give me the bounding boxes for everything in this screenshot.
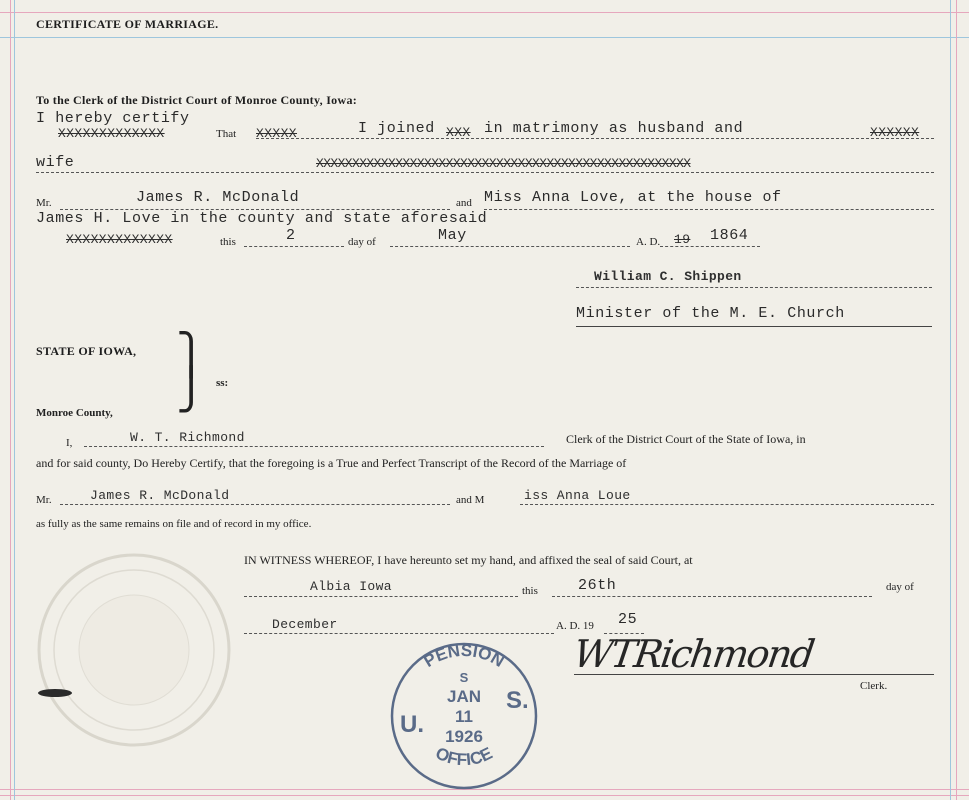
top-blue-rule <box>0 37 969 38</box>
joined-text: I joined <box>358 120 435 137</box>
witness-day-rule <box>552 596 872 597</box>
clerk-line-2: and for said county, Do Hereby Certify, that the foregoing is a True and Perfect Transcript of the Record of the Marriage of <box>36 456 627 470</box>
witness-place: Albia Iowa <box>310 579 393 594</box>
clerk-bride-rule <box>520 504 934 505</box>
clerk-name-rule <box>84 446 544 447</box>
witness-month: December <box>272 617 338 632</box>
county-label: Monroe County, <box>36 407 113 419</box>
witness-this-label: this <box>522 585 538 597</box>
right-blue-rule <box>950 0 951 800</box>
signature-rule <box>574 674 934 675</box>
this-label: this <box>220 236 236 248</box>
certificate-title: CERTIFICATE OF MARRIAGE. <box>36 17 219 31</box>
bride-rule <box>484 209 934 210</box>
struck-given: XXXXXXXXXXXXX <box>66 232 173 247</box>
line-2-rule <box>36 172 934 173</box>
struck-certify: XXXXXXXXXXXXX <box>58 126 165 141</box>
clerk-signature: WTRichmond <box>570 632 816 676</box>
witness-day: 26th <box>578 577 617 594</box>
struck-that: XXXXX <box>256 126 298 141</box>
witness-year-suffix: 25 <box>618 611 638 628</box>
postmark-s: S <box>459 670 469 685</box>
postmark-bottom-text: OFFICE <box>432 743 496 770</box>
ad-label: A. D. <box>636 236 661 248</box>
left-blue-rule <box>14 0 15 800</box>
clerk-line-1: Clerk of the District Court of the State of Iowa, in <box>566 432 806 446</box>
clerk-name: W. T. Richmond <box>130 430 245 445</box>
top-pink-rule <box>0 12 969 13</box>
bride-name: Miss Anna Love, at the house of <box>484 189 782 206</box>
struck-joined: XXX <box>446 125 471 140</box>
day-rule <box>244 246 344 247</box>
struck-year: 19 <box>674 232 691 247</box>
upper-brace: ⎫ <box>176 332 206 378</box>
marriage-year: 1864 <box>710 227 749 244</box>
clerk-line-4: as fully as the same remains on file and of record in my office. <box>36 518 312 530</box>
clerk-groom: James R. McDonald <box>90 488 230 503</box>
court-seal-emboss <box>24 540 244 760</box>
marriage-month: May <box>438 227 467 244</box>
i-label: I, <box>66 437 73 449</box>
clerk-and-m-label: and M <box>456 494 485 506</box>
marriage-day: 2 <box>286 227 296 244</box>
place-of-marriage: James H. Love in the county and state aforesaid <box>36 210 488 227</box>
right-pink-rule <box>956 0 957 800</box>
clerk-bride: iss Anna Loue <box>524 488 631 503</box>
pension-office-postmark <box>382 634 546 790</box>
mr-label: Mr. <box>36 197 52 209</box>
lower-brace: ⎭ <box>176 367 206 413</box>
ink-blot <box>38 689 72 697</box>
matrimony-text: in matrimony as husband and <box>484 120 744 137</box>
bottom-pink-rule-2 <box>0 795 969 796</box>
certify-line: I hereby certify <box>36 110 190 127</box>
officiant-title: Minister of the M. E. Church <box>576 305 845 322</box>
officiant-rule <box>576 287 932 288</box>
struck-wife-line: XXXXXXXXXXXXXXXXXXXXXXXXXXXXXXXXXXXXXXXXXXXXXXXXXXXX <box>316 156 691 171</box>
postmark-year: 1926 <box>445 727 483 746</box>
postmark-day: 11 <box>455 707 473 726</box>
postmark-left: U. <box>400 711 424 738</box>
clerk-mr-label: Mr. <box>36 494 52 506</box>
day-of-label: day of <box>348 236 376 248</box>
and-label: and <box>456 197 472 209</box>
witness-place-rule <box>244 596 518 597</box>
that-label: That <box>216 128 237 140</box>
clerk-label: Clerk. <box>860 680 888 692</box>
postmark-right: S. <box>506 687 529 714</box>
witness-day-of-label: day of <box>886 581 914 593</box>
state-label: STATE OF IOWA, <box>36 344 137 358</box>
postmark-month: JAN <box>446 687 482 706</box>
year-rule <box>660 246 760 247</box>
wife-text: wife <box>36 154 75 171</box>
clerk-groom-rule <box>60 504 450 505</box>
groom-name: James R. McDonald <box>136 189 300 206</box>
ss-label: ss: <box>216 377 229 389</box>
postmark-top-text: PENSION <box>420 640 508 672</box>
officiant-name: William C. Shippen <box>594 269 742 284</box>
salutation: To the Clerk of the District Court of Monroe County, Iowa: <box>36 93 358 107</box>
month-rule <box>390 246 630 247</box>
struck-end: XXXXXX <box>870 125 920 140</box>
witness-ad-label: A. D. 19 <box>556 620 594 632</box>
witness-line: IN WITNESS WHEREOF, I have hereunto set my hand, and affixed the seal of said Court, at <box>244 553 693 567</box>
officiant-title-rule <box>576 326 932 327</box>
line-1-rule <box>256 138 934 139</box>
left-pink-rule <box>10 0 11 800</box>
